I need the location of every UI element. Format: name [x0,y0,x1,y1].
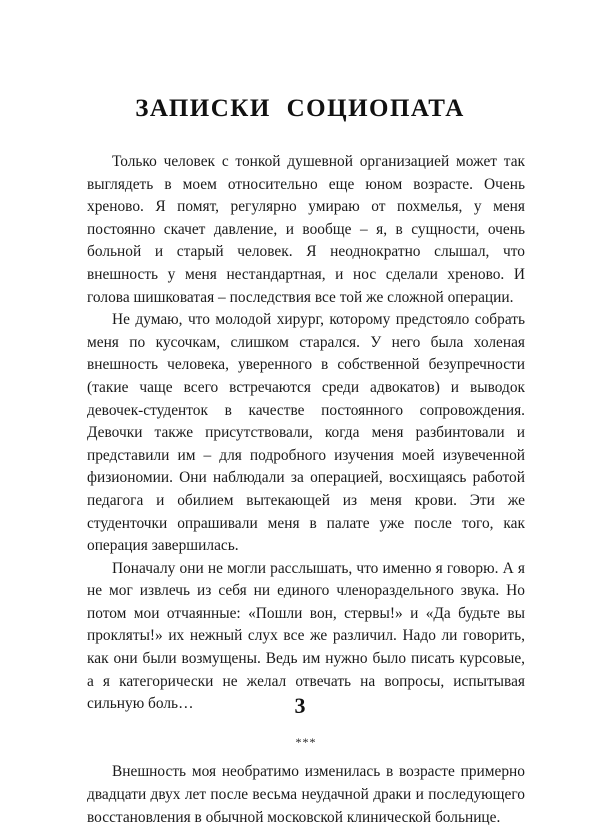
paragraph: Только человек с тонкой душевной организацией может так выглядеть в моем относительно еще юном возрасте. Очень хреново. Я помят, регулярно умираю от похмелья, у меня постоянно скачет давление, и вообще – я, в сущности, очень больной и старый человек. Я неоднократно слышал, что внешность у меня нестандартная, и нос сделали хреново. И голова шишковатая – последствия все той же сложной операции. [87,153,525,306]
chapter-body [87,151,525,829]
paragraph: Не думаю, что молодой хирург, которому предстояло собрать меня по кусочкам, слишком старался. У него была холеная внешность человека, уверенного в собственной безупречности (такие чаще всего встречаются среди адвокатов) и выводок девочек-студенток в качестве постоянного сопровождения. Девочки также присутствовали, когда меня разбинтовали и представили им – для подробного изучения моей изувеченной физиономии. Они наблюдали за операцией, восхищаясь работой педагога и обилием вытекающей из меня крови. Эти же студенточки опрашивали меня в палате уже после того, как операция завершилась. [87,311,525,555]
page-number: 3 [294,693,306,718]
section-separator: *** [295,734,317,749]
final-paragraph: Внешность моя необратимо изменилась в возрасте примерно двадцати двух лет после весьма неудачной драки и последующего восстановления в обычной московской клинической больнице. [87,763,525,826]
chapter-title: ЗАПИСКИ СОЦИОПАТА [135,95,465,122]
paragraph: Поначалу они не могли расслышать, что именно я говорю. А я не мог извлечь из себя ни единого членораздельного звука. Но потом мои отчаянные: «Пошли вон, стервы!» и «Да будьте вы прокляты!» их нежный слух все же различил. Надо ли говорить, как они были возмущены. Ведь им нужно было писать курсовые, а я категорически не желал отвечать на вопросы, испытывая сильную боль… [87,559,525,713]
